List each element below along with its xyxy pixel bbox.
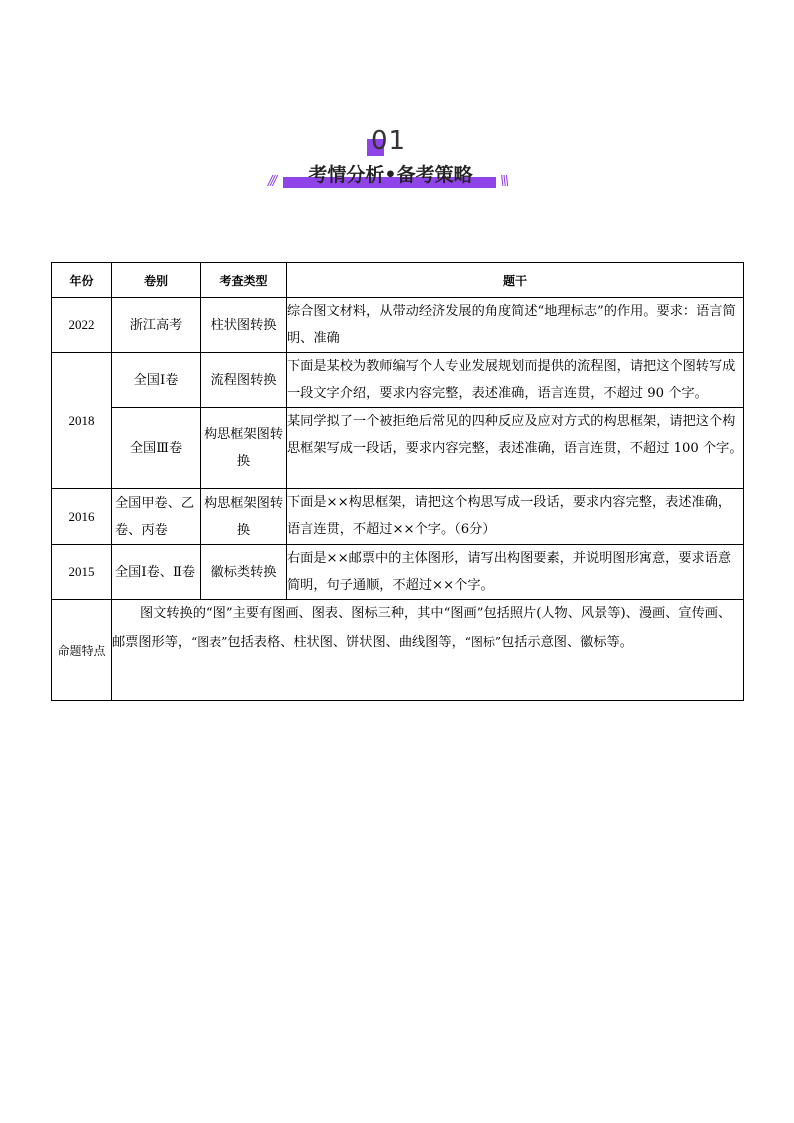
header-year: 年份 xyxy=(52,263,112,298)
table-row xyxy=(52,545,744,600)
deco-slashes-left: /// xyxy=(268,174,276,189)
cell-stem: 右面是××邮票中的主体图形，请写出构图要素，并说明图形寓意，要求语意简明，句子通顺，不超过××个字。 xyxy=(287,545,744,600)
table-row xyxy=(52,353,744,408)
feature-text xyxy=(112,600,744,701)
cell-paper: 浙江高考 xyxy=(112,298,201,353)
cell-year: 2015 xyxy=(52,545,112,600)
cell-year: 2016 xyxy=(52,489,112,545)
table-row xyxy=(52,408,744,489)
cell-stem: 某同学拟了一个被拒绝后常见的四种反应及应对方式的构思框架，请把这个构思框架写成一段话，要求内容完整，表述准确，语言连贯，不超过 100 个字。 xyxy=(287,408,744,489)
table-row xyxy=(52,298,744,353)
section-title: 考情分析•备考策略 xyxy=(308,164,473,186)
section-header xyxy=(0,118,794,198)
cell-type: 流程图转换 xyxy=(201,353,287,408)
cell-stem: 综合图文材料，从带动经济发展的角度简述“地理标志”的作用。要求：语言简明、准确 xyxy=(287,298,744,353)
cell-type: 构思框架图转换 xyxy=(201,489,287,545)
cell-year: 2018 xyxy=(52,353,112,489)
cell-type: 构思框架图转换 xyxy=(201,408,287,489)
cell-paper: 全国Ⅰ卷、Ⅱ卷 xyxy=(112,545,201,600)
feature-label: 命题特点 xyxy=(52,600,112,701)
cell-type: 徽标类转换 xyxy=(201,545,287,600)
cell-paper: 全国Ⅲ卷 xyxy=(112,408,201,489)
cell-stem: 下面是某校为教师编写个人专业发展规划而提供的流程图，请把这个图转写成一段文字介绍，要求内容完整，表述准确，语言连贯，不超过 90 个字。 xyxy=(287,353,744,408)
cell-type: 柱状图转换 xyxy=(201,298,287,353)
cell-stem: 下面是××构思框架，请把这个构思写成一段话，要求内容完整，表述准确，语言连贯，不超过××个字。（6分） xyxy=(287,489,744,545)
exam-analysis-table xyxy=(51,262,744,701)
feature-text-part: 图文转换的“图”主要有图画、图表、图标三种，其中“图画”包括照片(人物、风景等)、漫画、宣传画、邮票图形等， xyxy=(112,606,732,650)
header-paper: 卷别 xyxy=(112,263,201,298)
cell-year: 2022 xyxy=(52,298,112,353)
feature-quote: “图标” xyxy=(464,635,502,649)
header-stem: 题干 xyxy=(287,263,744,298)
feature-row xyxy=(52,600,744,701)
section-number: 01 xyxy=(371,126,407,156)
cell-paper: 全国甲卷、乙卷、丙卷 xyxy=(112,489,201,545)
feature-quote: “图表” xyxy=(191,635,228,649)
header-type: 考查类型 xyxy=(201,263,287,298)
feature-text-part: 包括表格、柱状图、饼状图、曲线图等， xyxy=(227,635,465,650)
feature-text-part: 包括示意图、徽标等。 xyxy=(501,635,633,650)
cell-paper: 全国Ⅰ卷 xyxy=(112,353,201,408)
table-row xyxy=(52,489,744,545)
table-header-row xyxy=(52,263,744,298)
deco-slashes-right: \\\ xyxy=(500,174,508,189)
